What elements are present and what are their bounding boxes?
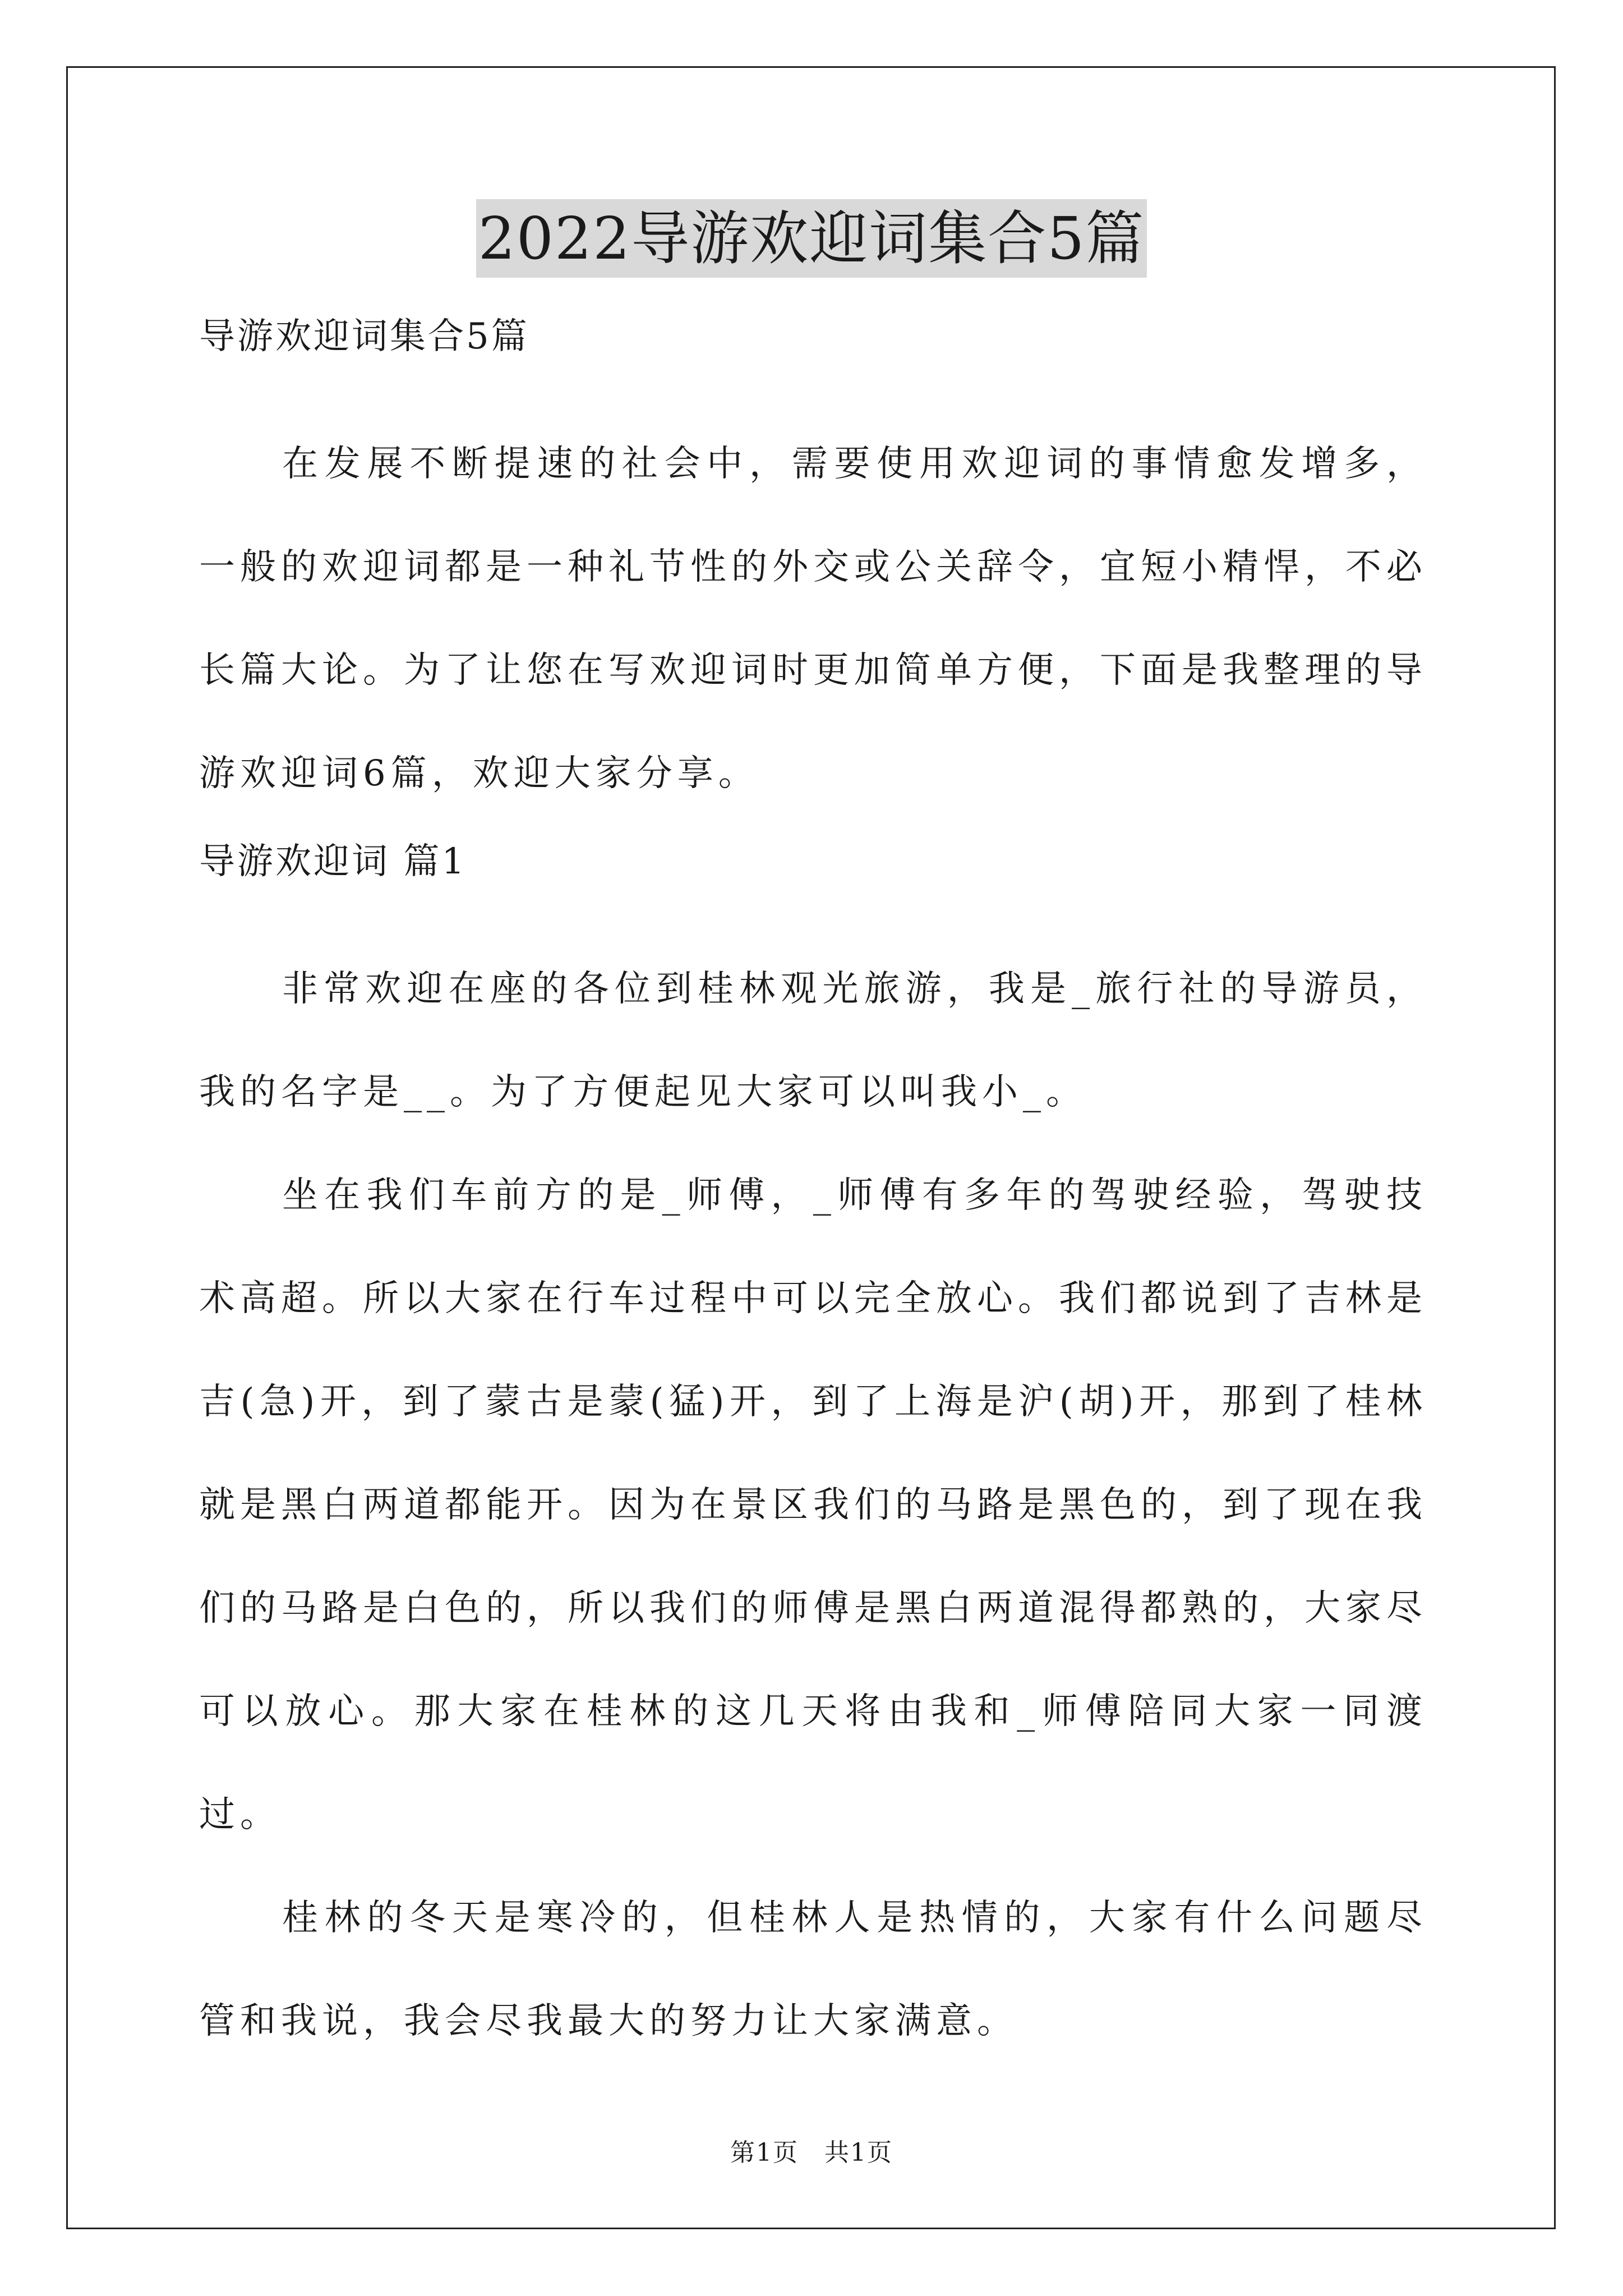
document-subtitle: 导游欢迎词集合5篇 <box>199 316 529 357</box>
section-paragraph: 非常欢迎在座的各位到桂林观光旅游，我是_旅行社的导游员，我的名字是__。为了方便起见大家可以叫我小_。 <box>199 968 1427 1113</box>
document-body <box>199 311 1427 2073</box>
spacer <box>199 825 1427 836</box>
title-wrapper <box>0 199 1623 278</box>
intro-paragraph: 在发展不断提速的社会中，需要使用欢迎词的事情愈发增多，一般的欢迎词都是一种礼节性的外交或公关辞令，宜短小精悍，不必长篇大论。为了让您在写欢迎词时更加简单方便，下面是我整理的导游欢迎词6篇，欢迎大家分享。 <box>199 443 1427 794</box>
section-paragraph: 桂林的冬天是寒冷的，但桂林人是热情的，大家有什么问题尽管和我说，我会尽我最大的努力让大家满意。 <box>199 1897 1427 2042</box>
section-paragraph: 坐在我们车前方的是_师傅，_师傅有多年的驾驶经验，驾驶技术高超。所以大家在行车过程中可以完全放心。我们都说到了吉林是吉(急)开，到了蒙古是蒙(猛)开，到了上海是沪(胡)开，那到了桂林就是黑白两道都能开。因为在景区我们的马路是黑色的，到了现在我们的马路是白色的，所以我们的师傅是黑白两道混得都熟的，大家尽可以放心。那大家在桂林的这几天将由我和_师傅陪同大家一同渡过。 <box>199 1175 1427 1835</box>
section-heading: 导游欢迎词 篇1 <box>199 841 467 882</box>
document-title: 2022导游欢迎词集合5篇 <box>476 199 1147 278</box>
page-footer: 第1页 共1页 <box>730 2138 893 2167</box>
